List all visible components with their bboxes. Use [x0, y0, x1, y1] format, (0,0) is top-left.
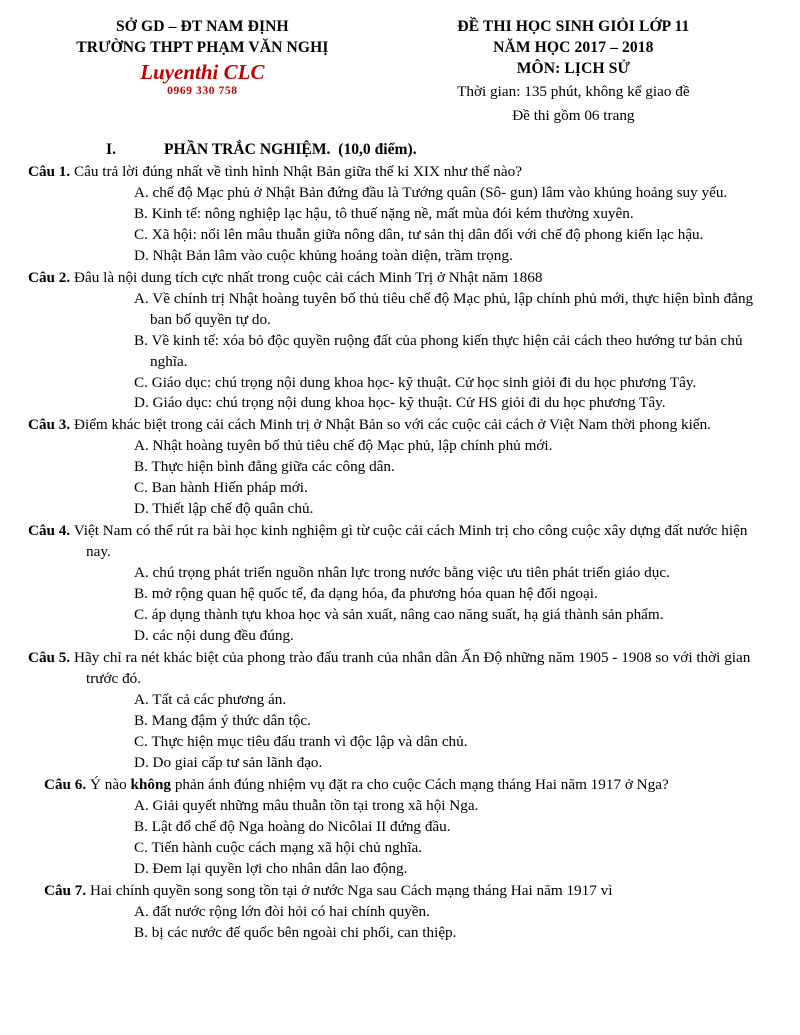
question-6-option-c: C. Tiến hành cuộc cách mạng xã hội chủ nghĩa. — [134, 838, 423, 856]
question-4-stem — [28, 521, 770, 563]
question-6-stem — [28, 775, 770, 796]
question-2-option-c: C. Giáo dục: chú trọng nội dung khoa học- kỹ thuật. Cử học sinh giỏi đi du học phương Tây. — [134, 373, 697, 391]
question-2-option-b: B. Về kinh tế: xóa bỏ độc quyền ruộng đất của phong kiến thực hiện cải cách theo hướng tư bản chủ nghĩa. — [134, 331, 743, 370]
question-7-option-a: A. đất nước rộng lớn đòi hỏi có hai chính quyền. — [134, 902, 430, 920]
page-header — [28, 14, 770, 126]
question-4-text: Việt Nam có thể rút ra bài học kinh nghiệm gì từ cuộc cải cách Minh trị cho công cuộc xây dựng đất nước hiện nay. — [73, 522, 748, 561]
exam-title: ĐỀ THI HỌC SINH GIỎI LỚP 11 — [457, 18, 690, 35]
question-6 — [28, 775, 770, 880]
question-3-stem — [28, 415, 770, 436]
question-2 — [28, 268, 770, 415]
question-1-option-b: B. Kinh tế: nông nghiệp lạc hậu, tô thuế nặng nề, mất mùa đói kém thường xuyên. — [134, 204, 634, 222]
page-count: Đề thi gồm 06 trang — [512, 106, 635, 124]
question-7-option-b: B. bị các nước đế quốc bên ngoài chi phối, can thiệp. — [134, 923, 457, 941]
question-2-label: Câu 2. — [28, 268, 71, 286]
logo-text: Luyenthi CLC — [140, 60, 265, 85]
question-6-option-b: B. Lật đổ chế độ Nga hoàng do Nicôlai II đứng đầu. — [134, 817, 451, 835]
question-3-option-c: C. Ban hành Hiến pháp mới. — [134, 479, 308, 497]
question-2-stem — [28, 268, 770, 289]
question-6-option-d: D. Đem lại quyền lợi cho nhân dân lao động. — [134, 859, 408, 877]
duration: Thời gian: 135 phút, không kể giao đề — [457, 83, 690, 101]
section-heading — [28, 139, 770, 161]
question-3-text: Điểm khác biệt trong cải cách Minh trị ở Nhật Bản so với các cuộc cải cách ở Việt Nam thời phong kiến. — [74, 416, 711, 434]
question-4 — [28, 521, 770, 647]
question-2-text: Đâu là nội dung tích cực nhất trong cuộc cải cách Minh Trị ở Nhật năm 1868 — [74, 268, 543, 286]
section-points: (10,0 điểm). — [338, 141, 417, 159]
question-5-option-b: B. Mang đậm ý thức dân tộc. — [134, 712, 311, 729]
question-4-option-b: B. mở rộng quan hệ quốc tế, đa dạng hóa, đa phương hóa quan hệ đối ngoại. — [134, 585, 598, 603]
question-3-label: Câu 3. — [28, 416, 71, 434]
question-5 — [28, 648, 770, 774]
question-7-stem — [28, 881, 770, 902]
question-1-option-c: C. Xã hội: nổi lên mâu thuẫn giữa nông dân, tư sản thị dân đối với chế độ phong kiến lạc hậu. — [134, 225, 704, 243]
question-2-option-a: A. Về chính trị Nhật hoàng tuyên bố thủ tiêu chế độ Mạc phủ, lập chính phủ mới, thực hiện bình đẳng ban bố quyền tự do. — [134, 289, 754, 328]
question-5-stem — [28, 648, 770, 690]
question-3 — [28, 415, 770, 520]
question-1-stem — [28, 162, 770, 183]
question-6-text-post: phản ánh đúng nhiệm vụ đặt ra cho cuộc Cách mạng tháng Hai năm 1917 ở Nga? — [171, 775, 669, 793]
question-1-option-a: A. chế độ Mạc phủ ở Nhật Bản đứng đầu là Tướng quân (Sô- gun) lâm vào khủng hoảng suy yếu. — [134, 183, 728, 201]
question-4-option-c: C. áp dụng thành tựu khoa học và sản xuất, nâng cao năng suất, hạ giá thành sản phẩm. — [134, 606, 664, 624]
question-4-option-a: A. chú trọng phát triển nguồn nhân lực trong nước bằng việc ưu tiên phát triển giáo dục. — [134, 564, 670, 582]
subject: MÔN: LỊCH SỬ — [516, 60, 630, 78]
department-name: SỞ GD – ĐT NAM ĐỊNH — [116, 18, 289, 35]
question-6-text-emphasis: không — [130, 775, 172, 793]
header-right-block — [377, 14, 770, 126]
question-4-label: Câu 4. — [28, 522, 71, 540]
section-title-text: PHẦN TRẮC NGHIỆM. — [163, 141, 331, 159]
question-1 — [28, 162, 770, 267]
question-5-option-d: D. Do giai cấp tư sản lãnh đạo. — [134, 753, 323, 771]
question-3-option-b: B. Thực hiện bình đẳng giữa các công dân. — [134, 458, 395, 476]
question-6-label: Câu 6. — [44, 775, 87, 793]
school-name: TRƯỜNG THPT PHẠM VĂN NGHỊ — [76, 39, 329, 57]
question-7-text: Hai chính quyền song song tồn tại ở nước Nga sau Cách mạng tháng Hai năm 1917 vì — [90, 881, 613, 899]
question-5-text: Hãy chỉ ra nét khác biệt của phong trào đấu tranh của nhân dân Ấn Độ những năm 1905 - 1908 so với thời gian trước đó. — [74, 649, 751, 688]
question-7 — [28, 881, 770, 944]
question-1-option-d: D. Nhật Bản lâm vào cuộc khủng hoảng toàn diện, trầm trọng. — [134, 246, 513, 264]
question-5-option-a: A. Tất cả các phương án. — [134, 691, 287, 709]
question-4-option-d: D. các nội dung đều đúng. — [134, 627, 294, 645]
question-1-text: Câu trả lời đúng nhất về tình hình Nhật Bản giữa thế kỉ XIX như thế nào? — [74, 162, 522, 180]
question-2-option-d: D. Giáo dục: chú trọng nội dung khoa học- kỹ thuật. Cử HS giỏi đi du học phương Tây. — [134, 394, 666, 412]
question-5-option-c: C. Thực hiện mục tiêu đấu tranh vì độc lập và dân chủ. — [134, 732, 468, 750]
question-6-option-a: A. Giải quyết những mâu thuẫn tồn tại trong xã hội Nga. — [134, 796, 479, 814]
logo-phone: 0969 330 758 — [167, 85, 238, 98]
question-1-label: Câu 1. — [28, 162, 71, 180]
question-7-label: Câu 7. — [44, 881, 87, 899]
question-5-label: Câu 5. — [28, 649, 71, 667]
question-3-option-a: A. Nhật hoàng tuyên bố thủ tiêu chế độ Mạc phủ, lập chính phủ mới. — [134, 437, 553, 455]
school-year: NĂM HỌC 2017 – 2018 — [493, 39, 654, 57]
section-roman: I. — [106, 141, 116, 159]
header-left-block — [28, 14, 377, 100]
question-3-option-d: D. Thiết lập chế độ quân chủ. — [134, 500, 314, 518]
question-6-text-pre: Ý nào — [90, 775, 131, 793]
